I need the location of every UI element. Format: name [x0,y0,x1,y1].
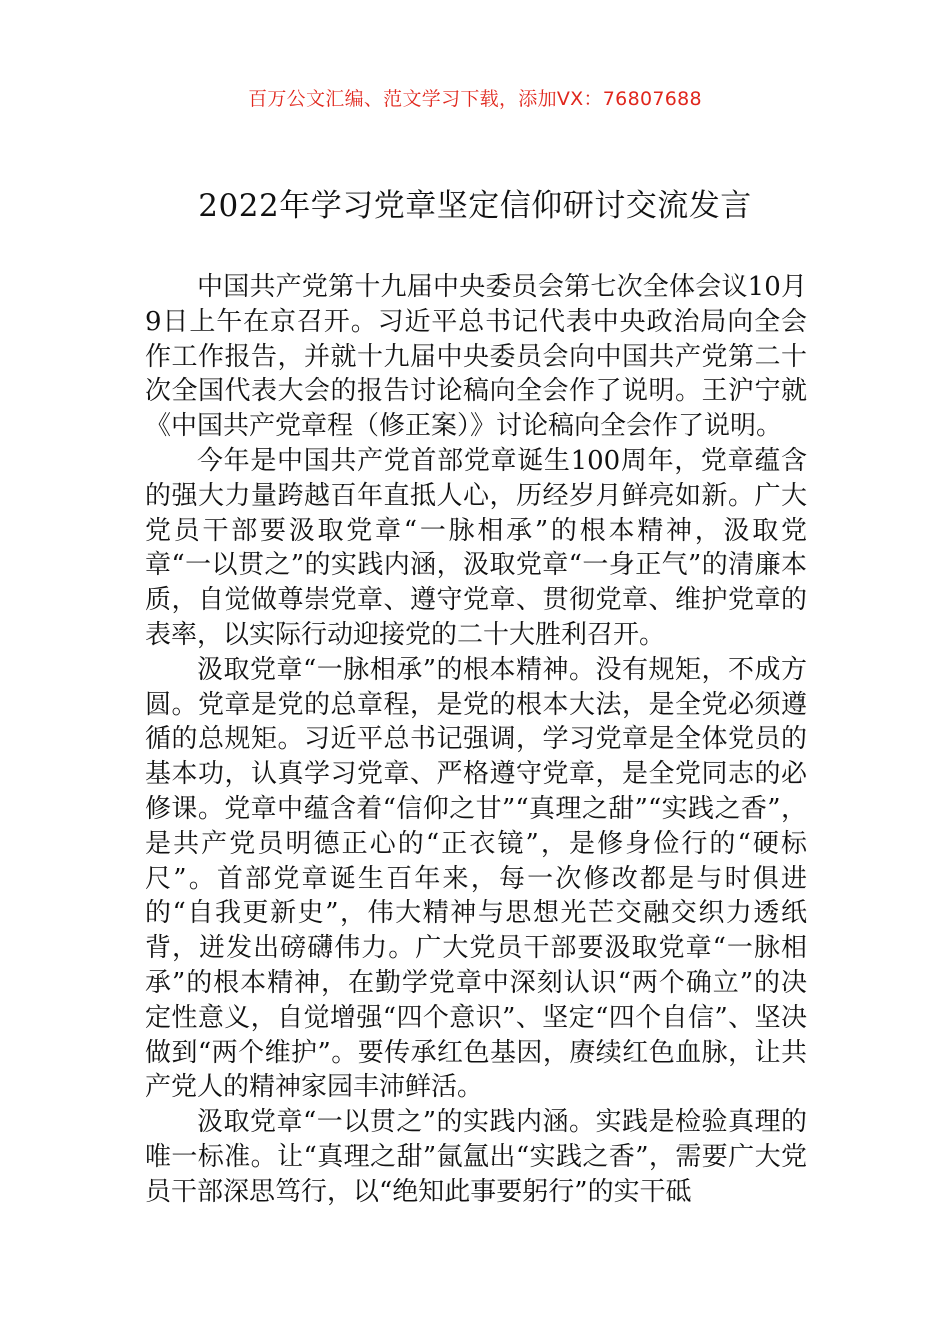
header-promo-note: 百万公文汇编、范文学习下载，添加VX：76807688 [248,88,702,110]
document-body [145,270,807,1210]
paragraph: 汲取党章“一脉相承”的根本精神。没有规矩，不成方圆。党章是党的总章程，是党的根本大法，是全党必须遵循的总规矩。习近平总书记强调，学习党章是全体党员的基本功，认真学习党章、严格遵守党章，是全党同志的必修课。党章中蕴含着“信仰之甘”“真理之甜”“实践之香”，是共产党员明德正心的“正衣镜”，是修身俭行的“硬标尺”。首部党章诞生百年来，每一次修改都是与时俱进的“自我更新史”，伟大精神与思想光芒交融交织力透纸背，迸发出磅礴伟力。广大党员干部要汲取党章“一脉相承”的根本精神，在勤学党章中深刻认识“两个确立”的决定性意义，自觉增强“四个意识”、坚定“四个自信”、坚决做到“两个维护”。要传承红色基因，赓续红色血脉，让共产党人的精神家园丰沛鲜活。 [145,654,807,1103]
document-title: 2022年学习党章坚定信仰研讨交流发言 [198,188,752,224]
paragraph: 今年是中国共产党首部党章诞生100周年，党章蕴含的强大力量跨越百年直抵人心，历经岁月鲜亮如新。广大党员干部要汲取党章“一脉相承”的根本精神，汲取党章“一以贯之”的实践内涵，汲取党章“一身正气”的清廉本质，自觉做尊崇党章、遵守党章、贯彻党章、维护党章的表率，以实际行动迎接党的二十大胜利召开。 [145,445,807,650]
paragraph: 汲取党章“一以贯之”的实践内涵。实践是检验真理的唯一标准。让“真理之甜”氤氲出“实践之香”，需要广大党员干部深思笃行，以“绝知此事要躬行”的实干砥 [145,1107,807,1207]
paragraph: 中国共产党第十九届中央委员会第七次全体会议10月9日上午在京召开。习近平总书记代表中央政治局向全会作工作报告，并就十九届中央委员会向中国共产党第二十次全国代表大会的报告讨论稿向全会作了说明。王沪宁就《中国共产党章程（修正案）》讨论稿向全会作了说明。 [145,272,807,442]
